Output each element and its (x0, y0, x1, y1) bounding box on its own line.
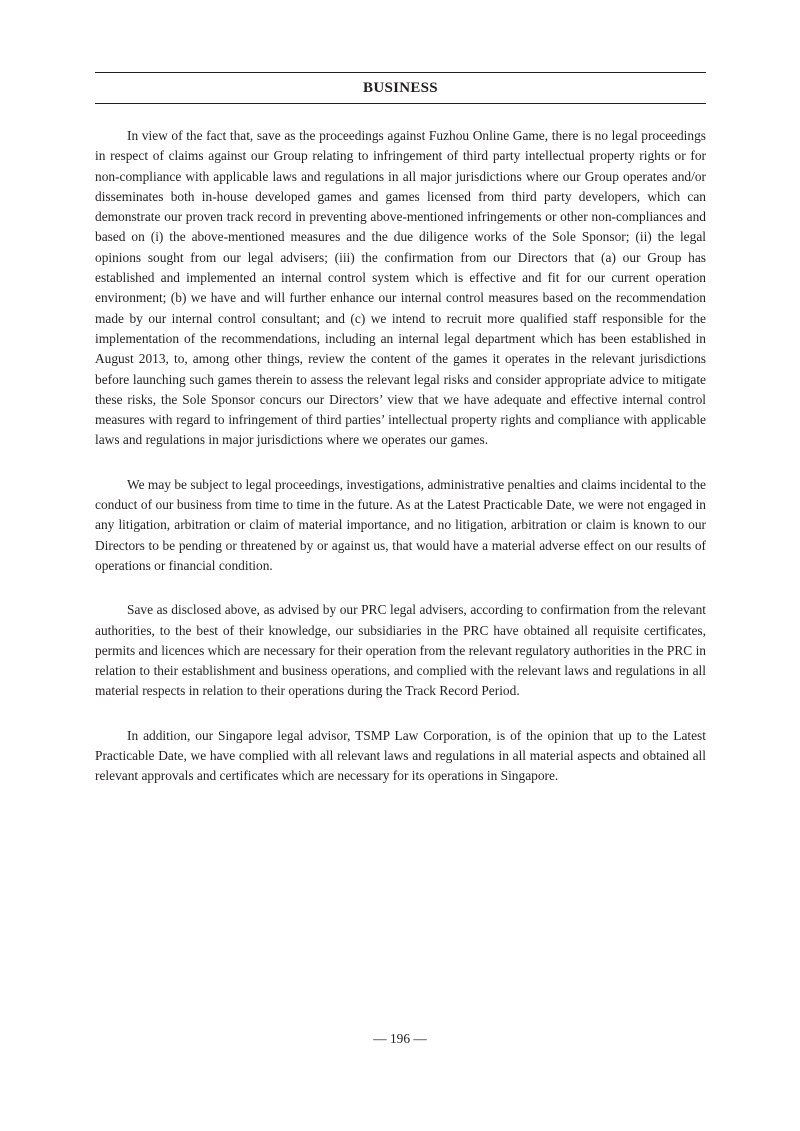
paragraph-internal-control: In view of the fact that, save as the proceedings against Fuzhou Online Game, there is no legal proceedings in respect of claims against our Group relating to infringement of third party intellectual property rights or for non-compliance with applicable laws and regulations in all major jurisdictions where our Group operates and/or disseminates both in-house developed games and games licensed from third party developers, which can demonstrate our proven track record in preventing above-mentioned infringements or other non-compliances and based on (i) the above-mentioned measures and the due diligence works of the Sole Sponsor; (ii) the legal opinions sought from our legal advisers; (iii) the confirmation from our Directors that (a) our Group has established and implemented an internal control system which is effective and fit for our current operation environment; (b) we have and will further enhance our internal control measures based on the recommendation made by our internal control consultant; and (c) we intend to recruit more qualified staff responsible for the implementation of the recommendations, including an internal legal department which has been established in August 2013, to, among other things, review the content of the games it operates in the relevant jurisdictions before launching such games therein to assess the relevant legal risks and consider appropriate advice to mitigate these risks, the Sole Sponsor concurs our Directors’ view that we have adequate and effective internal control measures with regard to infringement of third parties’ intellectual property rights and compliance with applicable laws and regulations in major jurisdictions where we operates our games. (95, 128, 706, 448)
section-title: BUSINESS (363, 80, 438, 96)
paragraph-prc-compliance: Save as disclosed above, as advised by our PRC legal advisers, according to confirmation from the relevant authorities, to the best of their knowledge, our subsidiaries in the PRC have obtained all requisite certificates, permits and licences which are necessary for their operation from the relevant regulatory authorities in the PRC in relation to their establishment and business operations, and complied with the relevant laws and regulations in all material respects in relation to their operations during the Track Record Period. (95, 602, 706, 699)
paragraph-singapore-compliance: In addition, our Singapore legal advisor, TSMP Law Corporation, is of the opinion that up to the Latest Practicable Date, we have complied with all relevant laws and regulations in all material aspects and obtained all relevant approvals and certificates which are necessary for its operations in Singapore. (95, 727, 706, 784)
paragraph-legal-proceedings: We may be subject to legal proceedings, investigations, administrative penalties and claims incidental to the conduct of our business from time to time in the future. As at the Latest Practicable Date, we were not engaged in any litigation, arbitration or claim of material importance, and no litigation, arbitration or claim is known to our Directors to be pending or threatened by or against us, that would have a material adverse effect on our results of operations or financial condition. (95, 476, 706, 573)
page-number: — 196 — (373, 1031, 427, 1046)
body-text (95, 126, 706, 787)
header-bottom-rule (95, 103, 706, 104)
document-page (95, 72, 706, 811)
